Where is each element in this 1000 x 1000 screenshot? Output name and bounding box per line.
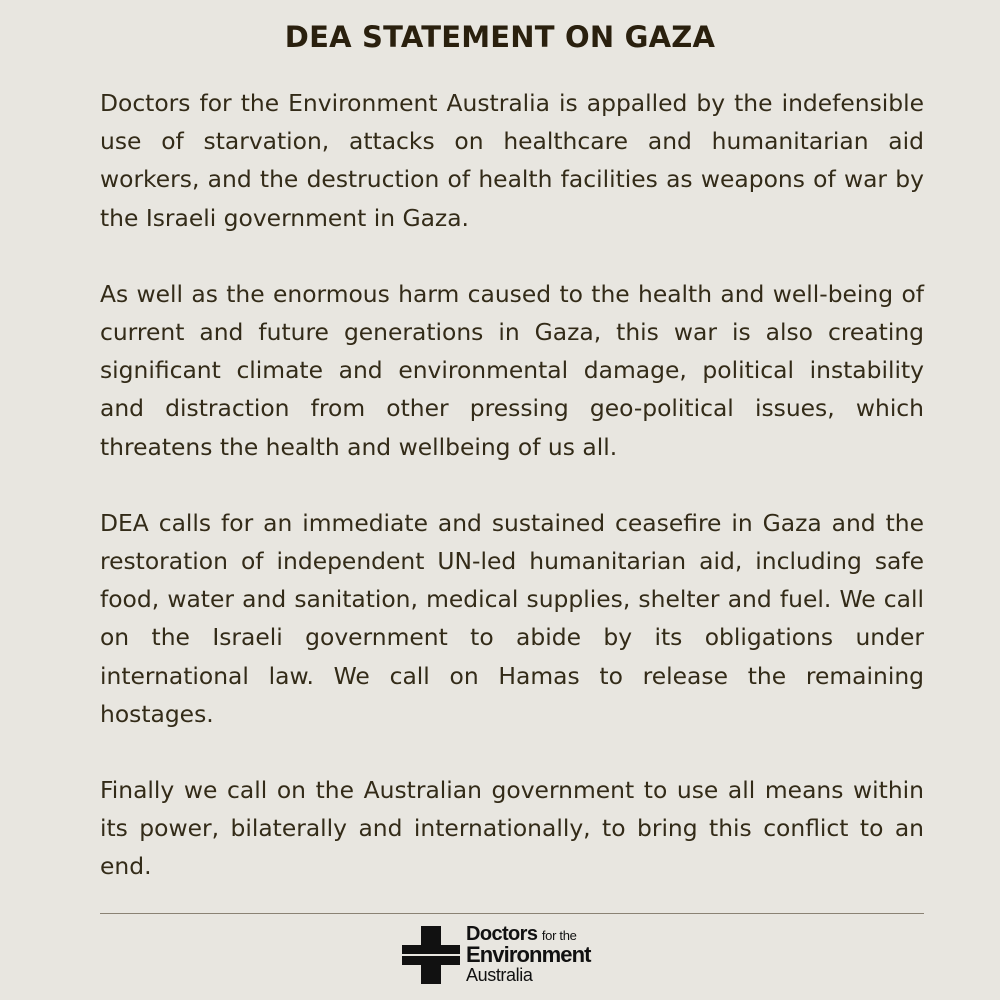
- medical-cross-icon: [402, 926, 460, 984]
- dea-logo: [402, 924, 602, 988]
- paragraph-condemnation: Doctors for the Environment Australia is appalled by the indefensible use of starvation, attacks on healthcare and humanitarian aid workers, and the destruction of health facilities as weapons of war by the Israeli government in Gaza.: [100, 89, 924, 232]
- page-title: DEA STATEMENT ON GAZA: [284, 20, 716, 54]
- divider: [100, 913, 924, 914]
- paragraph-ceasefire-call: DEA calls for an immediate and sustained ceasefire in Gaza and the restoration of independent UN-led humanitarian aid, including safe food, water and sanitation, medical supplies, shelter and fuel. We call on the Israeli government to abide by its obligations under international law. We call on Hamas to release the remaining hostages.: [100, 508, 924, 728]
- logo-wordmark: [466, 924, 591, 984]
- logo-doctors: Doctors: [466, 923, 538, 945]
- logo-australia: Australia: [466, 965, 533, 985]
- logo-environment: Environment: [466, 942, 591, 967]
- paragraph-harm: As well as the enormous harm caused to the health and well-being of current and future generations in Gaza, this war is also creating significant climate and environmental damage, political instability and distraction from other pressing geo-political issues, which threatens the health and wellbeing of us all.: [100, 279, 924, 461]
- logo-for-the: for the: [541, 928, 577, 943]
- statement-body: [100, 84, 924, 924]
- paragraph-australian-government: Finally we call on the Australian government to use all means within its power, bilaterally and internationally, to bring this conflict to an end.: [100, 776, 924, 881]
